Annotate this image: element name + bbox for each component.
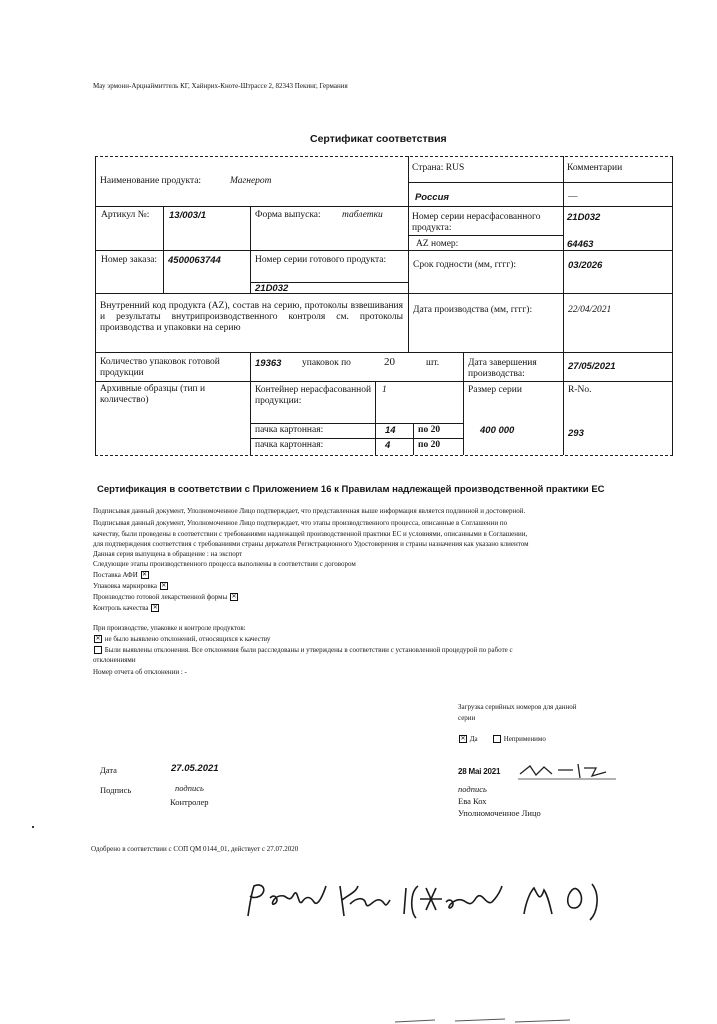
carton2-per: по 20 [418, 440, 441, 450]
expiry-label: Срок годности (мм, гггг): [413, 260, 517, 270]
finished-batch-label: Номер серии готового продукта: [255, 255, 387, 265]
country-value: Россия [415, 192, 449, 203]
stage-production: Производство готовой лекарственной формы ✕ [93, 593, 237, 601]
stage-qc: Контроль качества ✕ [93, 604, 158, 612]
az-label: AZ номер: [416, 239, 459, 249]
country-label: Страна: RUS [412, 163, 465, 173]
upload-na: Неприменимо [492, 735, 546, 743]
quantity-pcs: шт. [426, 358, 440, 368]
controller-signature: подпись [175, 783, 204, 793]
scan-speck [32, 826, 34, 828]
order-label: Номер заказа: [101, 255, 158, 265]
quantity-value: 19363 [255, 358, 282, 369]
stage-api: Поставка АФИ ✕ [93, 571, 148, 579]
checkbox-stage-production: ✕ [231, 594, 237, 601]
article-label: Артикул №: [101, 210, 150, 220]
quantity-unit: упаковок по [302, 358, 351, 368]
carton2-qty: 4 [385, 440, 391, 451]
handwritten-note-graphic [240, 872, 605, 927]
checkbox-upload-yes: ✕ [460, 736, 466, 743]
production-date-value: 22/04/2021 [568, 305, 612, 315]
upload-label-series: серии [458, 714, 476, 722]
certification-para1: Подписывая данный документ, Уполномоченное Лицо подтверждает, что представленная выше информация является подлинной и достоверной. [93, 507, 526, 515]
certification-para2a: Подписывая данный документ, Уполномоченное Лицо подтверждает, что этапы производственного процесса, описанные в Соглашении по [93, 519, 508, 527]
checkbox-stage-api: ✕ [141, 572, 148, 579]
az-value: 64463 [567, 239, 594, 250]
comments-label: Комментарии [567, 163, 623, 173]
manufacturer-address: Мау эрмонн-Арцнаймиттель КГ, Хайнрих-Кноте-Штрассе 2, 82343 Пекинг, Германия [93, 82, 348, 90]
qp-signature: подпись [458, 784, 487, 794]
quantity-per-pack: 20 [384, 356, 395, 368]
qc-intro: При производстве, упаковке и контроле продуктов: [93, 624, 246, 632]
certification-heading: Сертификация в соответствии с Приложением 16 к Правилам надлежащей производственной практики ЕС [97, 484, 605, 495]
document-title: Сертификат соответствия [310, 133, 447, 145]
product-name-value: Магнерот [230, 176, 272, 186]
expiry-value: 03/2026 [568, 260, 603, 271]
date-value: 27.05.2021 [171, 763, 219, 774]
bulk-batch-label: Номер серии нерасфасованного продукта: [412, 212, 541, 233]
stamp-scribble [518, 760, 618, 782]
checkbox-deviations [94, 646, 102, 654]
bulk-batch-value: 21D032 [567, 212, 601, 223]
checkbox-stage-qc: ✕ [152, 605, 158, 612]
scan-edge-marks [395, 1016, 575, 1024]
carton1-per: по 20 [418, 425, 441, 435]
checkbox-no-deviations: ✕ [95, 636, 101, 643]
carton1-qty: 14 [385, 425, 396, 436]
carton2-label: пачка картонная: [255, 440, 324, 450]
production-date-label: Дата производства (мм, гггг): [413, 305, 533, 315]
date-label: Дата [100, 765, 117, 775]
comments-value: — [568, 192, 578, 202]
qp-role: Уполномоченное Лицо [458, 808, 541, 818]
completion-date-value: 27/05/2021 [568, 361, 616, 372]
stage-packaging: Упаковка маркировка ✕ [93, 582, 167, 590]
release-form-value: таблетки [342, 210, 383, 220]
batch-size-label: Размер серии [468, 385, 522, 395]
release-form-label: Форма выпуска: [255, 210, 321, 220]
order-value: 4500063744 [168, 255, 221, 266]
upload-label: Загрузка серийных номеров для данной [458, 703, 577, 711]
certification-para3: Данная серия выпущена в обращение : на экспорт [93, 550, 243, 558]
article-value: 13/003/1 [169, 210, 206, 221]
deviation-report-number: Номер отчета об отклонении : - [93, 668, 187, 676]
stamp-date: 28 Mai 2021 [458, 767, 501, 776]
product-name-label: Наименование продукта: [100, 176, 202, 186]
container-value: 1 [382, 385, 387, 395]
quantity-label: Количество упаковок готовой продукции [100, 357, 220, 378]
option-deviations-cont: отклонениями [93, 656, 136, 664]
archive-label: Архивные образцы (тип и количество) [100, 384, 206, 405]
r-no-label: R-No. [568, 385, 592, 395]
certification-para2c: для подтверждения соответствия с требованиями страны держателя Регистрационного Удостоверения и страны назначения как указано клиентом [93, 540, 529, 548]
controller-role: Контролер [170, 797, 209, 807]
option-no-deviations: ✕ не было выявлено отклонений, относящихся к качеству [95, 635, 271, 643]
finished-batch-value: 21D032 [255, 283, 289, 294]
batch-size-value: 400 000 [480, 425, 515, 436]
certification-para4: Следующие этапы производственного процесса выполнены в соответствии с договором [93, 560, 356, 568]
signature-label: Подпись [100, 785, 132, 795]
completion-date-label: Дата завершения производства: [468, 358, 537, 379]
container-label: Контейнер нерасфасованной продукции: [255, 385, 372, 406]
checkbox-upload-na [493, 735, 501, 743]
option-deviations: Были выявлены отклонения. Все отклонения были расследованы и утверждены в соответствии с установленной процедурой по работе с [93, 646, 513, 654]
carton1-label: пачка картонная: [255, 425, 324, 435]
approval-note: Одобрено в соответствии с СОП QM 0144_01, действует с 27.07.2020 [91, 845, 299, 853]
qp-name: Ева Кох [458, 796, 487, 806]
upload-yes: ✕ Да [460, 735, 478, 743]
internal-code-text: Внутренний код продукта (AZ), состав на серию, протоколы взвешивания и результаты внутрипроизводственного контроля см. протоколы производства и упаковки на серию [100, 301, 403, 333]
checkbox-stage-packaging: ✕ [161, 583, 167, 590]
r-no-value: 293 [568, 428, 584, 439]
certification-para2b: качеству, были проведены в соответствии с требованиями надлежащей производственной практики ЕС и условиями, описанными в Соглашении, [93, 530, 528, 538]
